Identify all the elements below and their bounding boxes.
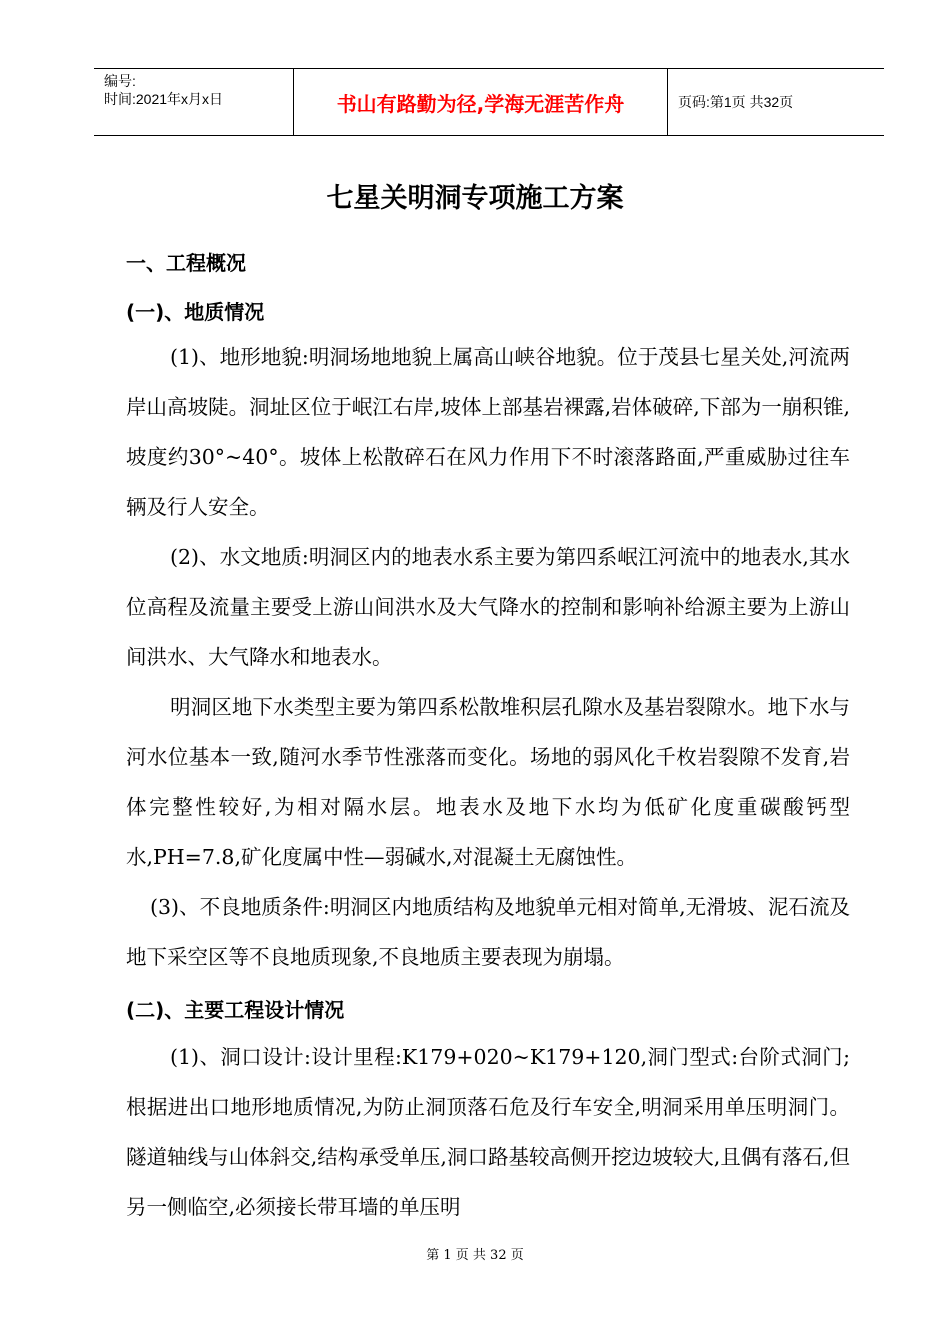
document-title: 七星关明洞专项施工方案: [326, 183, 624, 214]
header-meta-cell: [94, 69, 294, 135]
paragraph: [126, 532, 850, 682]
header-page-info: 页码:第1页 共32页: [678, 94, 794, 110]
section-heading: 一、工程概况: [126, 251, 246, 275]
paragraph-text: (2)、水文地质:明洞区内的地表水系主要为第四系岷江河流中的地表水,其水位高程及流量主要受上游山间洪水及大气降水的控制和影响补给源主要为上游山间洪水、大气降水和地表水。: [126, 545, 850, 669]
document-number-label: 编号:: [104, 73, 136, 89]
subsection-heading: (二)、主要工程设计情况: [126, 998, 345, 1022]
paragraph-text: 明洞区地下水类型主要为第四系松散堆积层孔隙水及基岩裂隙水。地下水与河水位基本一致,随河水季节性涨落而变化。场地的弱风化千枚岩裂隙不发育,岩体完整性较好,为相对隔水层。地表水及地下水均为低矿化度重碳酸钙型水,PH=7.8,矿化度属中性—弱碱水,对混凝土无腐蚀性。: [126, 695, 850, 869]
paragraph: [126, 332, 850, 532]
page-header: [94, 68, 884, 136]
paragraph-text: (1)、地形地貌:明洞场地地貌上属高山峡谷地貌。位于茂县七星关处,河流两岸山高坡陡。洞址区位于岷江右岸,坡体上部基岩裸露,岩体破碎,下部为一崩积锥,坡度约30°~40°。坡体上松散碎石在风力作用下不时滚落路面,严重威胁过往车辆及行人安全。: [126, 345, 850, 519]
header-page-cell: [668, 69, 884, 135]
document-time-label: 时间:2021年x月x日: [104, 91, 224, 107]
paragraph: [126, 882, 850, 982]
page-footer: 第 1 页 共 32 页: [426, 1248, 524, 1263]
header-motto: 书山有路勤为径,学海无涯苦作舟: [336, 91, 625, 116]
paragraph-text: (1)、洞口设计:设计里程:K179+020~K179+120,洞门型式:台阶式洞门;根据进出口地形地质情况,为防止洞顶落石危及行车安全,明洞采用单压明洞门。隧道轴线与山体斜交,结构承受单压,洞口路基较高侧开挖边坡较大,且偶有落石,但另一侧临空,必须接长带耳墙的单压明: [126, 1045, 850, 1219]
header-motto-cell: [294, 69, 668, 135]
subsection-heading: (一)、地质情况: [126, 300, 265, 324]
paragraph: [126, 1032, 850, 1232]
paragraph: [126, 682, 850, 882]
paragraph-text: (3)、不良地质条件:明洞区内地质结构及地貌单元相对简单,无滑坡、泥石流及地下采空区等不良地质现象,不良地质主要表现为崩塌。: [126, 895, 850, 969]
